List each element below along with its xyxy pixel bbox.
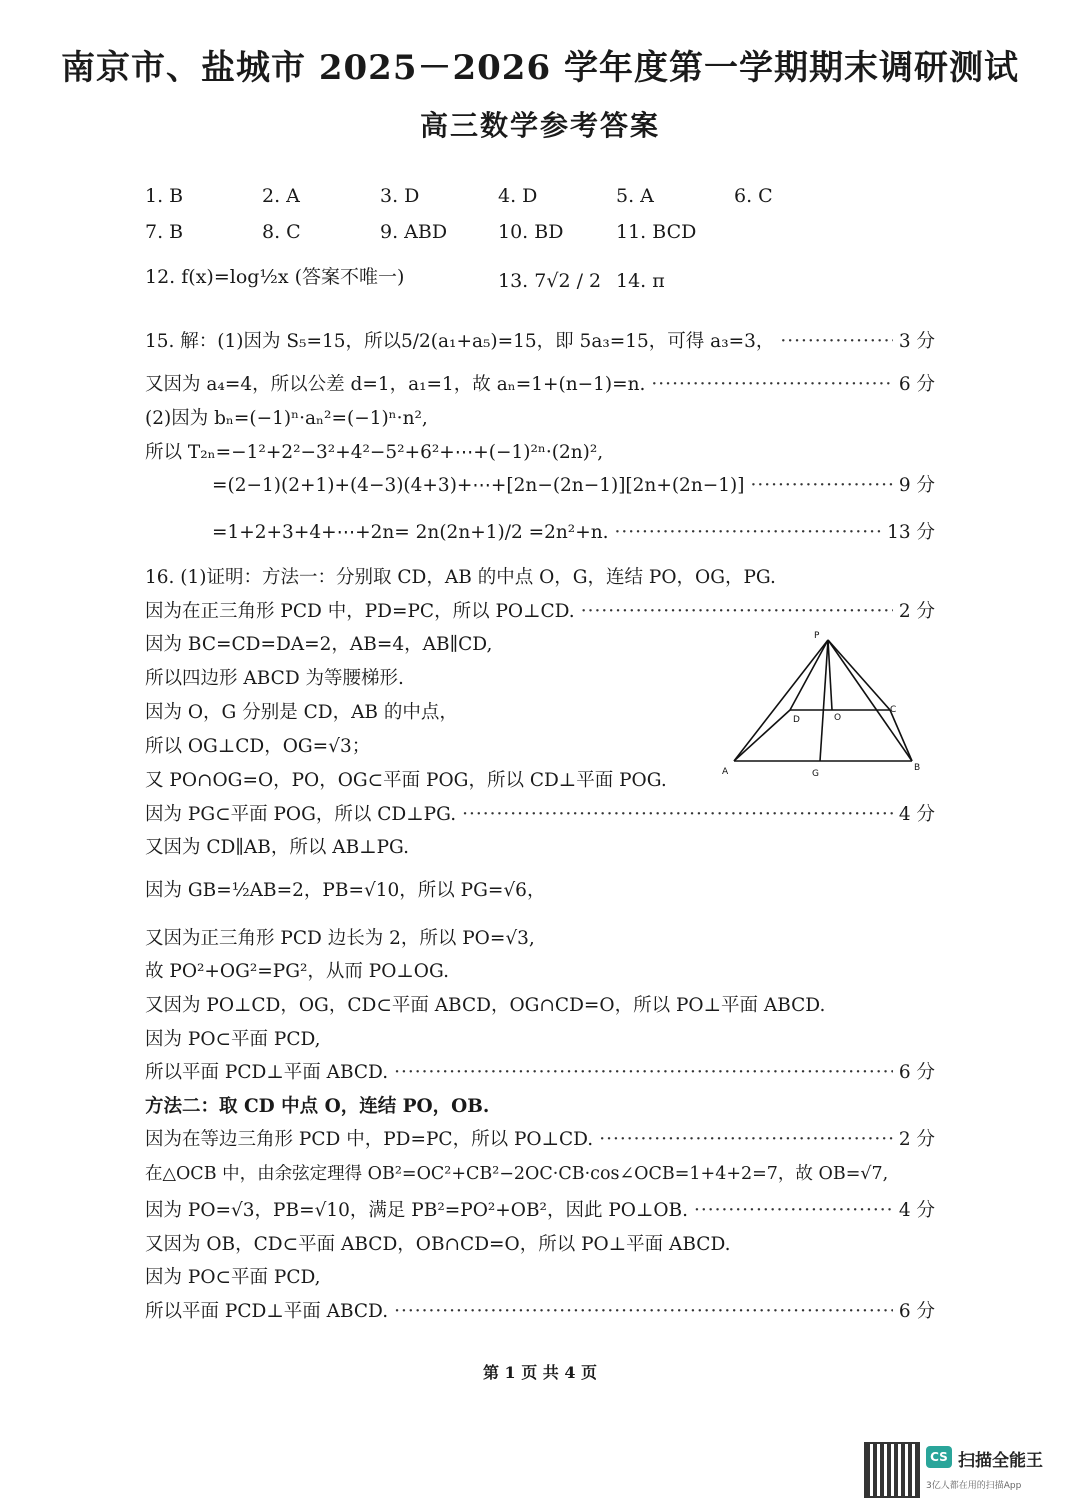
camscanner-slogan: 3亿人都在用的扫描App [926,1481,1022,1491]
answer-13: 13. 7√2 / 2 [498,270,602,292]
solution-line: 因为 O，G 分别是 CD，AB 的中点， [145,702,458,723]
answer-11: 11. BCD [616,221,697,243]
label-c: C [890,705,897,715]
answer-14: 14. π [616,270,665,292]
score-label: 6 分 [898,1062,935,1083]
solution-line: 又因为 PO⊥CD，OG，CD⊂平面 ABCD，OG∩CD=O，所以 PO⊥平面 ABCD. [145,995,826,1016]
label-b: B [914,763,921,773]
score-label: 2 分 [898,601,935,622]
answer-6: 6. C [734,185,773,207]
solution-line: 因为 PO⊂平面 PCD, [145,1029,321,1050]
solution-line: 因为 GB=½AB=2，PB=√10，所以 PG=√6， [145,880,546,901]
answer-12: 12. f(x)=log½x (答案不唯一) [145,266,405,288]
solution-line: 因为在正三角形 PCD 中，PD=PC，所以 PO⊥CD. ····· 2 分 [145,597,935,623]
score-label: 4 分 [898,1200,935,1221]
score-label: 9 分 [898,475,935,496]
answer-10: 10. BD [498,221,564,243]
solution-line: 故 PO²+OG²=PG²，从而 PO⊥OG. [145,961,449,982]
label-g: G [812,769,819,779]
qr-code [864,1442,920,1498]
solution-line: 因为 PO⊂平面 PCD, [145,1267,321,1288]
solution-line: 因为 BC=CD=DA=2，AB=4，AB∥CD, [145,634,493,655]
solution-line: 所以平面 PCD⊥平面 ABCD. ····· 6 分 [145,1297,935,1323]
solution-line: 方法二：取 CD 中点 O，连结 PO，OB. [145,1096,490,1117]
camscanner-logo: CS [926,1446,952,1468]
score-label: 6 分 [898,1301,935,1322]
answer-4: 4. D [498,185,538,207]
solution-line: 又因为正三角形 PCD 边长为 2，所以 PO=√3, [145,928,535,949]
label-p: P [814,631,820,641]
camscanner-name: 扫描全能王 [958,1451,1043,1471]
solution-line: =(2−1)(2+1)+(4−3)(4+3)+⋯+[2n−(2n−1)][2n+(2n−1)] ····· 9 分 [212,471,935,497]
label-d: D [793,715,800,725]
solution-line: 因为在等边三角形 PCD 中，PD=PC，所以 PO⊥CD. ····· 2 分 [145,1125,935,1151]
score-label: 2 分 [898,1129,935,1150]
score-label: 3 分 [898,331,935,352]
solution-line: 因为 PO=√3，PB=√10，满足 PB²=PO²+OB²，因此 PO⊥OB. ····· 4 分 [145,1196,935,1222]
document-title: 南京市、盐城市 2025－2026 学年度第一学期期末调研测试 [61,48,1019,88]
solution-line: 所以平面 PCD⊥平面 ABCD. ····· 6 分 [145,1058,935,1084]
label-o: O [834,713,842,723]
answer-7: 7. B [145,221,184,243]
score-label: 6 分 [898,374,935,395]
solution-line: 16. (1)证明：方法一：分别取 CD，AB 的中点 O，G，连结 PO，OG，PG. [145,567,776,588]
solution-line: 又因为 CD∥AB，所以 AB⊥PG. [145,837,410,858]
label-a: A [722,767,729,777]
solution-line: 所以 T₂ₙ=−1²+2²−3²+4²−5²+6²+⋯+(−1)²ⁿ·(2n)², [145,442,604,463]
solution-line: 在△OCB 中，由余弦定理得 OB²=OC²+CB²−2OC·CB·cos∠OCB=1+4+2=7，故 OB=√7, [145,1164,889,1184]
answer-8: 8. C [262,221,301,243]
score-label: 13 分 [887,522,935,543]
score-label: 4 分 [898,804,935,825]
solution-line: (2)因为 bₙ=(−1)ⁿ·aₙ²=(−1)ⁿ·n², [145,408,428,429]
solution-line: 15. 解：(1)因为 S₅=15，所以5/2(a₁+a₅)=15，即 5a₃=15，可得 a₃=3， ····· 3 分 [145,327,935,353]
answer-5: 5. A [616,185,654,207]
document-subtitle: 高三数学参考答案 [419,109,660,142]
solution-line: 又 PO∩OG=O，PO，OG⊂平面 POG，所以 CD⊥平面 POG. [145,770,667,791]
solution-line: =1+2+3+4+⋯+2n= 2n(2n+1)/2 =2n²+n. ····· 13 分 [212,518,935,544]
page-footer: 第 1 页 共 4 页 [482,1363,598,1382]
answer-9: 9. ABD [380,221,448,243]
solution-line: 因为 PG⊂平面 POG，所以 CD⊥PG. ····· 4 分 [145,800,935,826]
pyramid-figure [720,628,930,786]
solution-line: 又因为 a₄=4，所以公差 d=1，a₁=1，故 aₙ=1+(n−1)=n. ····· 6 分 [145,370,935,396]
solution-line: 所以四边形 ABCD 为等腰梯形. [145,668,404,689]
answer-2: 2. A [262,185,300,207]
answer-1: 1. B [145,185,184,207]
solution-line: 所以 OG⊥CD，OG=√3； [145,736,371,757]
solution-line: 又因为 OB，CD⊂平面 ABCD，OB∩CD=O，所以 PO⊥平面 ABCD. [145,1234,731,1255]
answer-3: 3. D [380,185,420,207]
